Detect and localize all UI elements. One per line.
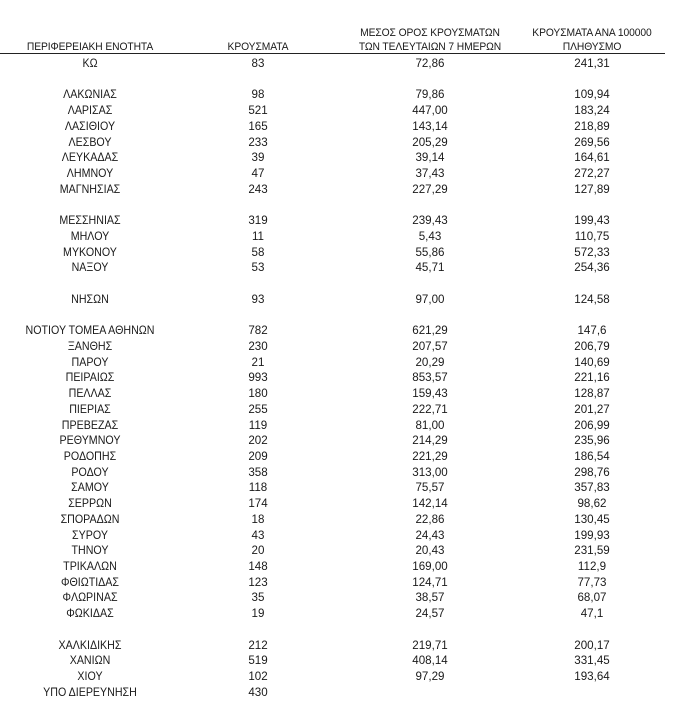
cell-per100k: 124,58 <box>574 292 610 306</box>
header-cases <box>212 22 304 54</box>
cell-per100k: 231,59 <box>574 544 610 558</box>
table-row <box>0 543 682 559</box>
cell-region: ΛΕΥΚΑΔΑΣ <box>61 151 119 165</box>
table-row-spacer <box>0 197 682 213</box>
cell-cases: 243 <box>248 182 268 196</box>
cell-cases: 358 <box>248 465 268 479</box>
cell-cases: 202 <box>248 434 268 448</box>
cell-per100k: 68,07 <box>577 591 607 605</box>
table-row <box>0 465 682 481</box>
cell-region: ΛΗΜΝΟΥ <box>66 167 114 181</box>
cell-region: ΠΕΛΛΑΣ <box>68 387 112 401</box>
header-avg7-line-1: ΜΕΣΟΣ ΟΡΟΣ ΚΡΟΥΣΜΑΤΩΝ <box>360 27 500 39</box>
cell-region: ΧΑΛΚΙΔΙΚΗΣ <box>58 638 122 652</box>
table-row <box>0 260 682 276</box>
cell-cases: 53 <box>251 261 265 275</box>
table-row <box>0 638 682 654</box>
cell-per100k: 235,96 <box>574 434 610 448</box>
cell-region: ΝΑΞΟΥ <box>71 261 109 275</box>
cell-avg7: 214,29 <box>412 434 448 448</box>
cell-per100k: 164,61 <box>574 151 610 165</box>
cell-per100k: 127,89 <box>574 182 610 196</box>
cell-cases: 18 <box>251 512 265 526</box>
table-row <box>0 449 682 465</box>
cell-per100k: 183,24 <box>574 104 610 118</box>
cell-region: ΠΡΕΒΕΖΑΣ <box>61 418 119 432</box>
cell-avg7: 142,14 <box>412 497 448 511</box>
cell-per100k: 572,33 <box>574 245 610 259</box>
cell-region: ΛΑΚΩΝΙΑΣ <box>63 88 117 102</box>
cell-avg7: 159,43 <box>412 387 448 401</box>
table-row-spacer <box>0 308 682 324</box>
cell-avg7: 219,71 <box>412 638 448 652</box>
cell-cases: 39 <box>251 151 265 165</box>
table-row <box>0 433 682 449</box>
cell-avg7: 227,29 <box>412 182 448 196</box>
cell-avg7: 20,29 <box>415 355 445 369</box>
header-per100k-line-2: ΠΛΗΘΥΣΜΟ <box>562 41 622 53</box>
cell-cases: 119 <box>248 418 268 432</box>
cell-per100k: 128,87 <box>574 387 610 401</box>
cell-cases: 11 <box>251 229 265 243</box>
cell-per100k: 109,94 <box>574 88 610 102</box>
cell-avg7: 169,00 <box>412 560 448 573</box>
cell-cases: 19 <box>251 607 265 621</box>
cell-avg7: 22,86 <box>415 512 445 526</box>
cell-cases: 233 <box>248 135 268 149</box>
cell-region: ΡΟΔΟΥ <box>71 465 109 479</box>
cell-per100k: 200,17 <box>574 638 610 652</box>
cell-avg7: 143,14 <box>412 119 448 133</box>
header-avg7 <box>343 22 518 54</box>
cell-cases: 174 <box>248 497 268 511</box>
table-row <box>0 512 682 528</box>
table-row <box>0 606 682 622</box>
cell-cases: 180 <box>248 387 268 401</box>
table-row <box>0 418 682 434</box>
table-row <box>0 119 682 135</box>
cell-cases: 83 <box>251 57 265 70</box>
cell-per100k: 112,9 <box>577 560 607 573</box>
cell-cases: 98 <box>251 88 265 102</box>
cell-cases: 255 <box>248 402 268 416</box>
cell-per100k: 241,31 <box>574 57 610 70</box>
cell-avg7: 205,29 <box>412 135 448 149</box>
cell-per100k: 199,43 <box>574 214 610 228</box>
cell-avg7: 621,29 <box>412 324 448 338</box>
cell-cases: 212 <box>248 638 268 652</box>
cell-per100k: 218,89 <box>574 119 610 133</box>
cell-cases: 209 <box>248 449 268 463</box>
cell-region: ΥΠΟ ΔΙΕΡΕΥΝΗΣΗ <box>43 685 137 699</box>
table-row <box>0 150 682 166</box>
cell-cases: 319 <box>248 214 268 228</box>
cell-avg7: 97,00 <box>415 292 445 306</box>
header-avg7-line-2: ΤΩΝ ΤΕΛΕΥΤΑΙΩΝ 7 ΗΜΕΡΩΝ <box>358 41 502 53</box>
table-row <box>0 559 682 575</box>
table-row <box>0 103 682 119</box>
cell-per100k: 140,69 <box>574 355 610 369</box>
cell-region: ΡΟΔΟΠΗΣ <box>63 449 117 463</box>
table-row <box>0 87 682 103</box>
table-row <box>0 166 682 182</box>
cell-per100k: 47,1 <box>580 607 604 621</box>
cell-region: ΛΕΣΒΟΥ <box>68 135 112 149</box>
table-row <box>0 653 682 669</box>
table-row-spacer <box>0 276 682 292</box>
cell-region: ΣΕΡΡΩΝ <box>68 497 112 511</box>
cell-cases: 21 <box>251 355 265 369</box>
table-row <box>0 575 682 591</box>
table-row <box>0 355 682 371</box>
cell-region: ΛΑΡΙΣΑΣ <box>67 104 113 118</box>
cell-per100k: 272,27 <box>574 167 610 181</box>
table-row <box>0 590 682 606</box>
cell-per100k: 147,6 <box>577 324 607 338</box>
cell-region: ΝΗΣΩΝ <box>71 292 109 306</box>
cell-per100k: 193,64 <box>574 670 610 684</box>
cell-avg7: 24,43 <box>415 528 445 542</box>
cell-avg7: 75,57 <box>415 481 445 495</box>
cell-region: ΜΑΓΝΗΣΙΑΣ <box>59 182 121 196</box>
cell-avg7: 239,43 <box>412 214 448 228</box>
cell-cases: 93 <box>251 292 265 306</box>
cell-per100k: 186,54 <box>574 449 610 463</box>
table-row-spacer <box>0 622 682 638</box>
table-row <box>0 480 682 496</box>
cell-per100k: 77,73 <box>577 575 607 589</box>
cell-per100k: 110,75 <box>574 229 610 243</box>
cell-cases: 43 <box>251 528 265 542</box>
cell-avg7: 408,14 <box>412 654 448 668</box>
cell-per100k: 254,36 <box>574 261 610 275</box>
cell-region: ΤΡΙΚΑΛΩΝ <box>63 560 117 573</box>
table-row <box>0 685 682 701</box>
table-row <box>0 213 682 229</box>
cell-region: ΠΕΙΡΑΙΩΣ <box>65 371 115 385</box>
table-row <box>0 292 682 308</box>
table-body <box>0 56 682 700</box>
cell-cases: 230 <box>248 339 268 353</box>
cell-per100k: 331,45 <box>574 654 610 668</box>
cell-region: ΤΗΝΟΥ <box>71 544 109 558</box>
cell-per100k: 357,83 <box>574 481 610 495</box>
cell-avg7: 81,00 <box>415 418 445 432</box>
header-region-line: ΠΕΡΙΦΕΡΕΙΑΚΗ ΕΝΟΤΗΤΑ <box>26 41 154 53</box>
cell-cases: 521 <box>248 104 268 118</box>
table-row <box>0 669 682 685</box>
cell-avg7: 221,29 <box>412 449 448 463</box>
table-row <box>0 182 682 198</box>
cell-region: ΣΠΟΡΑΔΩΝ <box>60 512 120 526</box>
cell-cases: 165 <box>248 119 268 133</box>
cell-avg7: 24,57 <box>415 607 445 621</box>
cell-avg7: 124,71 <box>412 575 448 589</box>
cell-cases: 47 <box>251 167 265 181</box>
cell-cases: 148 <box>248 560 268 573</box>
cell-region: ΧΑΝΙΩΝ <box>69 654 111 668</box>
header-per100k-line-1: ΚΡΟΥΣΜΑΤΑ ΑΝΑ 100000 <box>532 27 652 39</box>
table-row <box>0 496 682 512</box>
table-row <box>0 245 682 261</box>
cell-per100k: 206,99 <box>574 418 610 432</box>
cell-avg7: 853,57 <box>412 371 448 385</box>
cell-per100k: 269,56 <box>574 135 610 149</box>
cell-region: ΦΘΙΩΤΙΔΑΣ <box>60 575 120 589</box>
cell-cases: 993 <box>248 371 268 385</box>
cell-cases: 102 <box>248 670 268 684</box>
cell-per100k: 221,16 <box>574 371 610 385</box>
table-row <box>0 386 682 402</box>
cell-per100k: 98,62 <box>577 497 607 511</box>
cell-avg7: 55,86 <box>415 245 445 259</box>
cell-avg7: 207,57 <box>412 339 448 353</box>
table-row <box>0 370 682 386</box>
cell-avg7: 313,00 <box>412 465 448 479</box>
table-row <box>0 135 682 151</box>
table-row <box>0 528 682 544</box>
cell-avg7: 72,86 <box>415 57 445 70</box>
cell-cases: 20 <box>251 544 265 558</box>
cell-region: ΦΩΚΙΔΑΣ <box>66 607 114 621</box>
cell-avg7: 38,57 <box>415 591 445 605</box>
cell-avg7: 45,71 <box>415 261 445 275</box>
cell-region: ΚΩ <box>82 57 98 70</box>
cell-cases: 35 <box>251 591 265 605</box>
cell-cases: 118 <box>248 481 268 495</box>
table-row-spacer <box>0 72 682 88</box>
cell-per100k: 130,45 <box>574 512 610 526</box>
cell-region: ΜΗΛΟΥ <box>70 229 110 243</box>
cell-avg7: 37,43 <box>415 167 445 181</box>
cell-cases: 430 <box>248 685 268 699</box>
table-row <box>0 339 682 355</box>
cell-cases: 123 <box>248 575 268 589</box>
cell-region: ΣΥΡΟΥ <box>72 528 108 542</box>
cell-region: ΠΑΡΟΥ <box>71 355 109 369</box>
cell-region: ΧΙΟΥ <box>77 670 103 684</box>
cell-avg7: 97,29 <box>415 670 445 684</box>
cell-region: ΡΕΘΥΜΝΟΥ <box>59 434 121 448</box>
cell-avg7: 447,00 <box>412 104 448 118</box>
table-row <box>0 229 682 245</box>
cell-region: ΠΙΕΡΙΑΣ <box>69 402 111 416</box>
table-row <box>0 323 682 339</box>
cell-region: ΝΟΤΙΟΥ ΤΟΜΕΑ ΑΘΗΝΩΝ <box>25 324 155 338</box>
cell-region: ΛΑΣΙΘΙΟΥ <box>64 119 116 133</box>
cell-region: ΞΑΝΘΗΣ <box>67 339 113 353</box>
cell-cases: 782 <box>248 324 268 338</box>
table-row <box>0 56 682 72</box>
cell-per100k: 206,79 <box>574 339 610 353</box>
cell-per100k: 199,93 <box>574 528 610 542</box>
cell-avg7: 39,14 <box>415 151 445 165</box>
cell-avg7: 222,71 <box>412 402 448 416</box>
table-row <box>0 402 682 418</box>
cell-avg7: 20,43 <box>415 544 445 558</box>
cell-per100k: 298,76 <box>574 465 610 479</box>
header-per100k <box>507 22 676 54</box>
cell-per100k: 201,27 <box>574 402 610 416</box>
cell-region: ΣΑΜΟΥ <box>71 481 109 495</box>
cell-region: ΜΕΣΣΗΝΙΑΣ <box>59 214 121 228</box>
cell-avg7: 5,43 <box>418 229 442 243</box>
cell-cases: 519 <box>248 654 268 668</box>
header-region <box>7 22 173 54</box>
header-cases-line: ΚΡΟΥΣΜΑΤΑ <box>227 41 289 53</box>
cell-region: ΦΛΩΡΙΝΑΣ <box>62 591 118 605</box>
header-divider <box>0 53 665 54</box>
cell-cases: 58 <box>251 245 265 259</box>
cell-region: ΜΥΚΟΝΟΥ <box>63 245 117 259</box>
cell-avg7: 79,86 <box>415 88 445 102</box>
